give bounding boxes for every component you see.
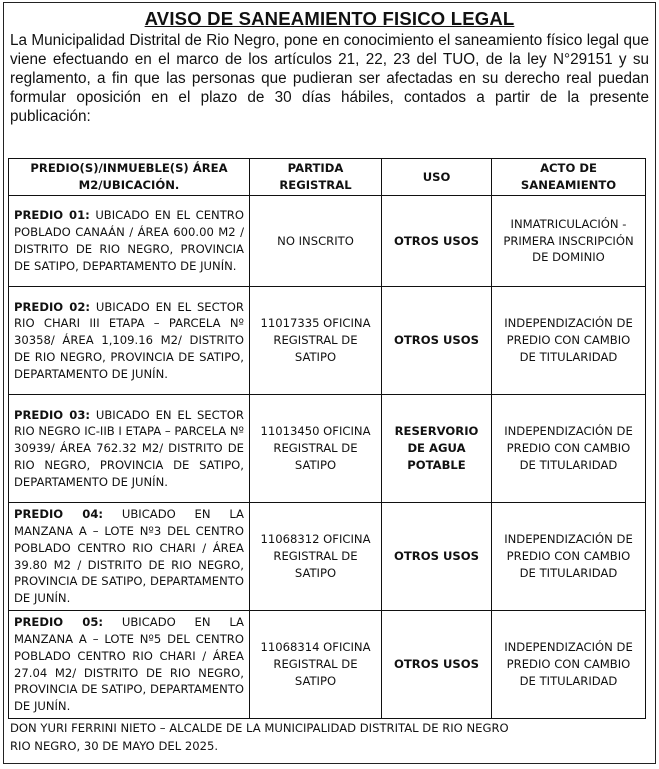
predio-text: UBICADO EN LA MANZANA A – LOTE Nº5 DEL CENTRO POBLADO CENTRO RIO CHARI / ÁREA 27.04 M2/ DISTRITO DE RIO NEGRO, PROVINCIA DE SATIPO, DEPARTAMENTO DE JUNÍN.: [14, 615, 244, 714]
header-acto: ACTO DE SANEAMIENTO: [492, 159, 646, 196]
acto-cell: INDEPENDIZACIÓN DE PREDIO CON CAMBIO DE TITULARIDAD: [492, 395, 646, 503]
header-predio: PREDIO(S)/INMUEBLE(S) ÁREA M2/UBICACIÓN.: [9, 159, 250, 196]
uso-cell: OTROS USOS: [382, 503, 492, 611]
table-row: [9, 611, 646, 719]
properties-table: [8, 158, 646, 719]
uso-cell: OTROS USOS: [382, 611, 492, 719]
table-row: [9, 395, 646, 503]
notice-title: AVISO DE SANEAMIENTO FISICO LEGAL: [144, 8, 515, 29]
partida-cell: NO INSCRITO: [250, 196, 382, 287]
acto-cell: INDEPENDIZACIÓN DE PREDIO CON CAMBIO DE TITULARIDAD: [492, 503, 646, 611]
table-row: [9, 287, 646, 395]
table-row: [9, 503, 646, 611]
acto-cell: INMATRICULACIÓN - PRIMERA INSCRIPCIÓN DE DOMINIO: [492, 196, 646, 287]
predio-cell: [9, 503, 250, 611]
table-row: [9, 196, 646, 287]
predio-text: UBICADO EN EL SECTOR RIO NEGRO IC-IIB I ETAPA – PARCELA Nº 30939/ ÁREA 762.32 M2/ DISTRITO DE RIO NEGRO, PROVINCIA DE SATIPO, DEPARTAMENTO DE JUNÍN.: [14, 407, 244, 489]
acto-cell: INDEPENDIZACIÓN DE PREDIO CON CAMBIO DE TITULARIDAD: [492, 611, 646, 719]
predio-label: PREDIO 01:: [14, 208, 90, 223]
acto-cell: INDEPENDIZACIÓN DE PREDIO CON CAMBIO DE TITULARIDAD: [492, 287, 646, 395]
header-uso: USO: [382, 159, 492, 196]
predio-label: PREDIO 04:: [14, 507, 104, 522]
header-partida: PARTIDA REGISTRAL: [250, 159, 382, 196]
uso-cell: RESERVORIO DE AGUA POTABLE: [382, 395, 492, 503]
partida-cell: 11068312 OFICINA REGISTRAL DE SATIPO: [250, 503, 382, 611]
notice-footer: [10, 719, 509, 755]
predio-label: PREDIO 02:: [14, 299, 91, 314]
uso-cell: OTROS USOS: [382, 196, 492, 287]
predio-label: PREDIO 05:: [14, 615, 104, 630]
notice-page: [3, 2, 656, 764]
partida-cell: 11013450 OFICINA REGISTRAL DE SATIPO: [250, 395, 382, 503]
predio-cell: [9, 196, 250, 287]
partida-cell: 11068314 OFICINA REGISTRAL DE SATIPO: [250, 611, 382, 719]
predio-cell: [9, 611, 250, 719]
table-header-row: [9, 159, 646, 196]
predio-text: UBICADO EN LA MANZANA A – LOTE Nº3 DEL CENTRO POBLADO CENTRO RIO CHARI / ÁREA 39.80 M2 / DISTRITO DE RIO NEGRO, PROVINCIA DE SATIPO, DEPARTAMENTO DE JUNÍN.: [14, 507, 244, 606]
predio-text: UBICADO EN EL SECTOR RIO CHARI III ETAPA – PARCELA Nº 30358/ ÁREA 1,109.16 M2/ DISTRITO DE RIO NEGRO, PROVINCIA DE SATIPO, DEPARTAMENTO DE JUNÍN.: [14, 299, 244, 381]
notice-intro: La Municipalidad Distrital de Rio Negro, pone en conocimiento el saneamiento físico legal que viene efectuando en el marco de los artículos 21, 22, 23 del TUO, de la ley N°29151 y su reglamento, a fin que las personas que pudieran ser afectadas en su derecho real puedan formular oposición en el plazo de 30 días hábiles, contados a partir de la presente publicación:: [10, 32, 649, 125]
partida-cell: 11017335 OFICINA REGISTRAL DE SATIPO: [250, 287, 382, 395]
uso-cell: OTROS USOS: [382, 287, 492, 395]
predio-label: PREDIO 03:: [14, 407, 91, 422]
predio-cell: [9, 395, 250, 503]
footer-place-date: RIO NEGRO, 30 DE MAYO DEL 2025.: [10, 739, 219, 753]
footer-signer: DON YURI FERRINI NIETO – ALCALDE DE LA MUNICIPALIDAD DISTRITAL DE RIO NEGRO: [10, 721, 509, 735]
predio-text: UBICADO EN EL CENTRO POBLADO CANAÁN / ÁREA 600.00 M2 / DISTRITO DE RIO NEGRO, PROVINCIA DE SATIPO, DEPARTAMENTO DE JUNÍN.: [14, 208, 244, 273]
predio-cell: [9, 287, 250, 395]
